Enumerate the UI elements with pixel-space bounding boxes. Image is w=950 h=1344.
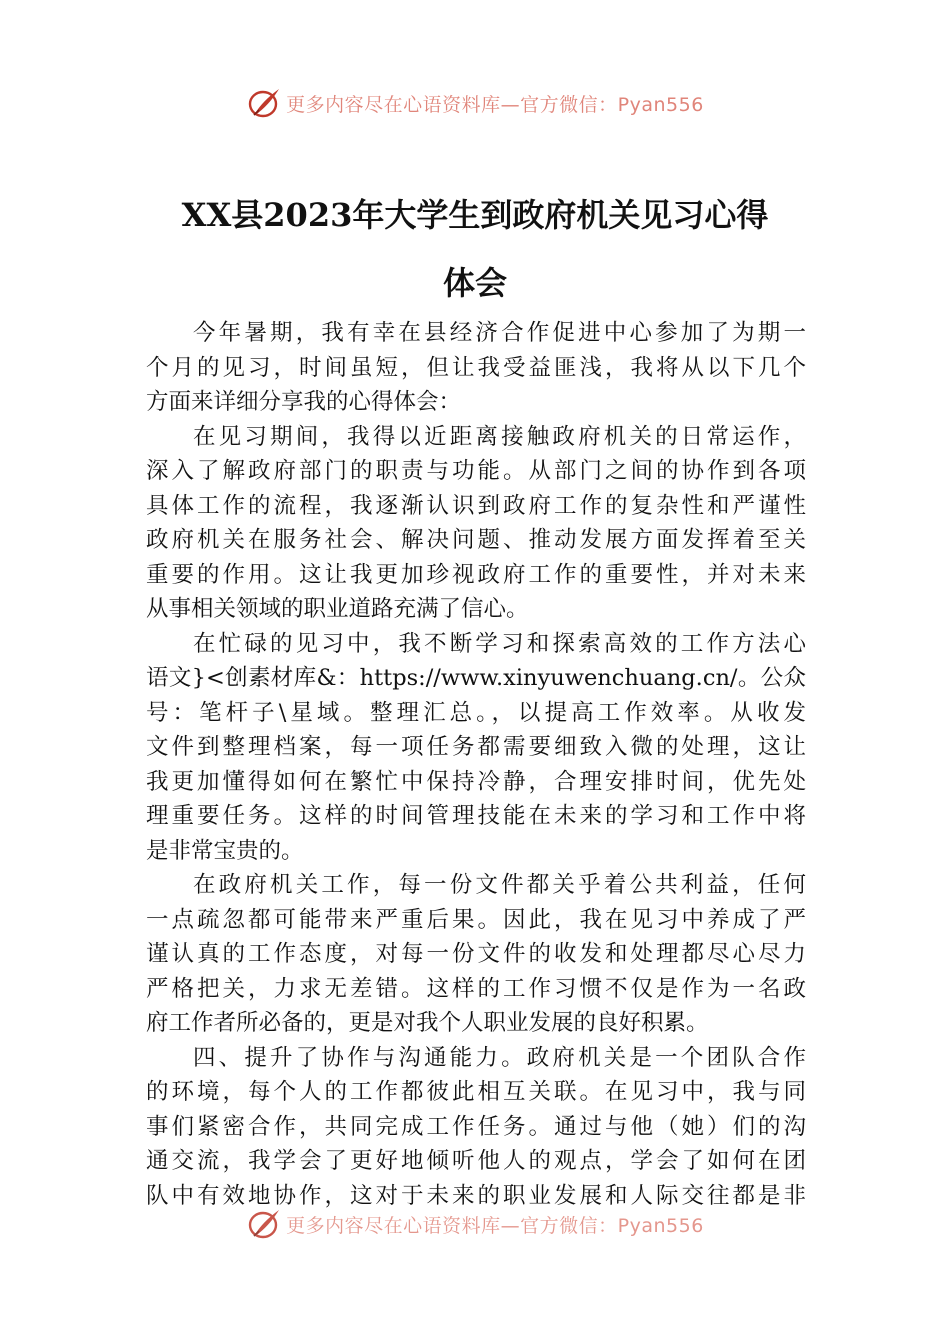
body-line: 队中有效地协作，这对于未来的职业发展和人际交往都是非: [146, 1182, 806, 1209]
body-line: 文件到整理档案，每一项任务都需要细致入微的处理，这让: [146, 734, 806, 760]
watermark-text: 更多内容尽在心语资料库—官方微信：Pyan556: [286, 93, 704, 116]
body-line: 个月的见习，时间虽短，但让我受益匪浅，我将从以下几个: [146, 354, 806, 381]
body-line: 具体工作的流程，我逐渐认识到政府工作的复杂性和严谨性: [146, 492, 806, 519]
body-line: 在政府机关工作，每一份文件都关乎着公共利益，任何: [193, 872, 806, 898]
body-line: 谨认真的工作态度，对每一份文件的收发和处理都尽心尽力: [146, 941, 806, 967]
body-line: 政府机关在服务社会、解决问题、推动发展方面发挥着至关: [146, 527, 806, 553]
watermark-text: 更多内容尽在心语资料库—官方微信：Pyan556: [286, 1214, 704, 1237]
body-line: 理重要任务。这样的时间管理技能在未来的学习和工作中将: [146, 803, 806, 829]
quill-logo-icon: [246, 1206, 282, 1242]
document-title-line-2: 体会: [442, 264, 507, 302]
body-line: 一点疏忽都可能带来严重后果。因此，我在见习中养成了严: [146, 906, 806, 933]
body-line: 在忙碌的见习中，我不断学习和探索高效的工作方法心: [193, 630, 806, 657]
body-line: 府工作者所必备的，更是对我个人职业发展的良好积累。: [146, 1010, 709, 1036]
body-line: 语文}<创素材库&：https://www.xinyuwenchuang.cn/。公众: [146, 665, 806, 691]
body-line: 方面来详细分享我的心得体会：: [146, 389, 462, 415]
body-line: 重要的作用。这让我更加珍视政府工作的重要性，并对未来: [146, 561, 806, 588]
body-line: 我更加懂得如何在繁忙中保持冷静，合理安排时间，优先处: [146, 768, 806, 795]
body-line: 四、提升了协作与沟通能力。政府机关是一个团队合作: [193, 1044, 806, 1071]
body-line: 的环境，每个人的工作都彼此相互关联。在见习中，我与同: [146, 1079, 806, 1105]
body-line: 今年暑期，我有幸在县经济合作促进中心参加了为期一: [193, 320, 806, 346]
body-line: 是非常宝贵的。: [146, 837, 304, 864]
body-line: 深入了解政府部门的职责与功能。从部门之间的协作到各项: [146, 458, 806, 484]
body-line: 从事相关领域的职业道路充满了信心。: [146, 596, 529, 622]
watermark-header: [0, 83, 950, 123]
body-line: 在见习期间，我得以近距离接触政府机关的日常运作，: [193, 423, 806, 450]
body-line: 通交流，我学会了更好地倾听他人的观点，学会了如何在团: [146, 1148, 806, 1174]
body-line: 事们紧密合作，共同完成工作任务。通过与他（她）们的沟: [146, 1113, 806, 1140]
watermark-footer: [0, 1204, 950, 1244]
document-body: [146, 316, 806, 1214]
document-title-line-1: XX县2023年大学生到政府机关见习心得: [181, 196, 769, 234]
body-line: 严格把关，力求无差错。这样的工作习惯不仅是作为一名政: [146, 975, 806, 1002]
body-line: 号：笔杆子\星域。整理汇总。，以提高工作效率。从收发: [146, 699, 806, 726]
quill-logo-icon: [246, 85, 282, 121]
